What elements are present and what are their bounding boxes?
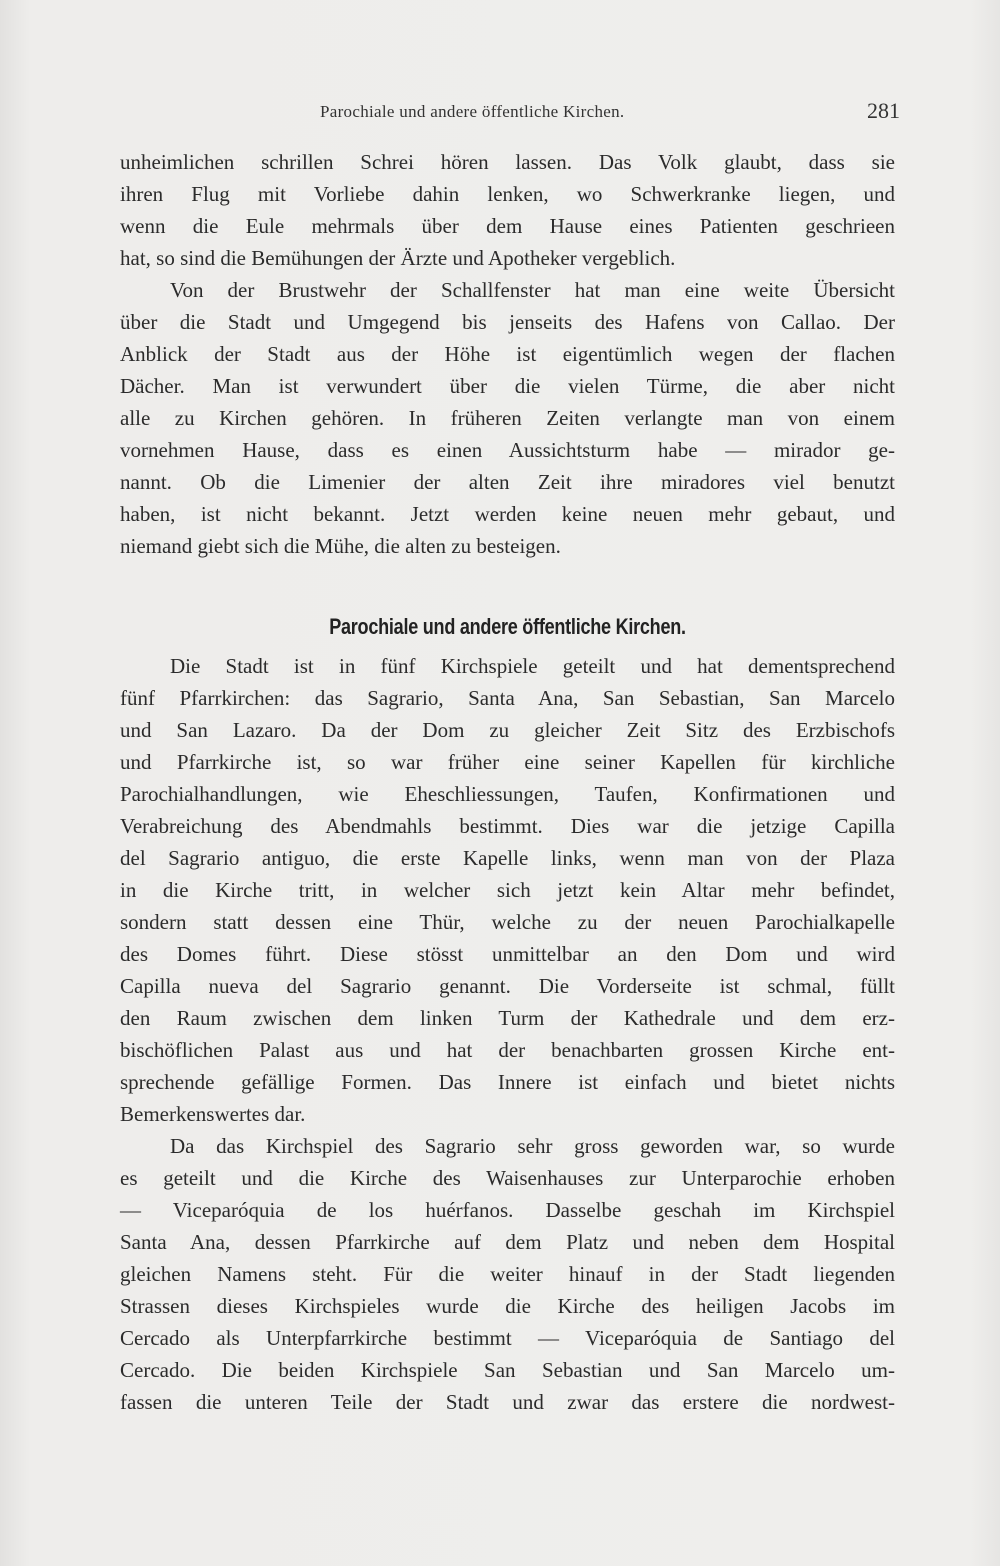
running-title: Parochiale und andere öffentliche Kirchen. [320, 102, 625, 121]
text-line: über die Stadt und Umgegend bis jenseits des Hafens von Callao. Der [120, 310, 895, 334]
text-line: Von der Brustwehr der Schallfenster hat man eine weite Übersicht [170, 278, 895, 302]
text-line: sprechende gefällige Formen. Das Innere ist einfach und bietet nichts [120, 1070, 895, 1094]
text-line: Die Stadt ist in fünf Kirchspiele geteilt und hat dementsprechend [170, 654, 895, 678]
section-heading: Parochiale und andere öffentliche Kirchen. [329, 614, 686, 639]
running-head [120, 98, 900, 130]
text-line: des Domes führt. Diese stösst unmittelbar an den Dom und wird [120, 942, 895, 966]
text-line: sondern statt dessen eine Thür, welche zu der neuen Parochialkapelle [120, 910, 895, 934]
text-line: nannt. Ob die Limenier der alten Zeit ihre miradores viel benutzt [120, 470, 895, 494]
text-line: Parochialhandlungen, wie Eheschliessungen, Taufen, Konfirmationen und [120, 782, 895, 806]
text-line: Cercado als Unterpfarrkirche bestimmt — Viceparóquia de Santiago del [120, 1326, 895, 1350]
text-line: haben, ist nicht bekannt. Jetzt werden keine neuen mehr gebaut, und [120, 502, 895, 526]
text-line: unheimlichen schrillen Schrei hören lassen. Das Volk glaubt, dass sie [120, 150, 895, 174]
text-line: Anblick der Stadt aus der Höhe ist eigentümlich wegen der flachen [120, 342, 895, 366]
text-line: und San Lazaro. Da der Dom zu gleicher Zeit Sitz des Erzbischofs [120, 718, 895, 742]
text-line: alle zu Kirchen gehören. In früheren Zeiten verlangte man von einem [120, 406, 895, 430]
text-line: niemand giebt sich die Mühe, die alten zu besteigen. [120, 534, 561, 558]
text-line: del Sagrario antiguo, die erste Kapelle links, wenn man von der Plaza [120, 846, 895, 870]
text-line: vornehmen Hause, dass es einen Aussichtsturm habe — mirador ge- [120, 438, 895, 462]
text-line: Capilla nueva del Sagrario genannt. Die Vorderseite ist schmal, füllt [120, 974, 895, 998]
text-line: Bemerkenswertes dar. [120, 1102, 306, 1126]
text-line: und Pfarrkirche ist, so war früher eine seiner Kapellen für kirchliche [120, 750, 895, 774]
text-line: Santa Ana, dessen Pfarrkirche auf dem Platz und neben dem Hospital [120, 1230, 895, 1254]
text-line: Da das Kirchspiel des Sagrario sehr gross geworden war, so wurde [170, 1134, 895, 1158]
text-line: fünf Pfarrkirchen: das Sagrario, Santa Ana, San Sebastian, San Marcelo [120, 686, 895, 710]
text-line: gleichen Namens steht. Für die weiter hinauf in der Stadt liegenden [120, 1262, 895, 1286]
text-line: ihren Flug mit Vorliebe dahin lenken, wo Schwerkranke liegen, und [120, 182, 895, 206]
text-block-top [120, 146, 895, 562]
text-line: Strassen dieses Kirchspieles wurde die Kirche des heiligen Jacobs im [120, 1294, 895, 1318]
page-number: 281 [867, 98, 900, 123]
text-block-bottom [120, 650, 895, 1418]
text-line: Dächer. Man ist verwundert über die vielen Türme, die aber nicht [120, 374, 895, 398]
text-line: wenn die Eule mehrmals über dem Hause eines Patienten geschrieen [120, 214, 895, 238]
text-line: in die Kirche tritt, in welcher sich jetzt kein Altar mehr befindet, [120, 878, 895, 902]
text-line: — Viceparóquia de los huérfanos. Dasselbe geschah im Kirchspiel [120, 1198, 895, 1222]
text-line: Verabreichung des Abendmahls bestimmt. Dies war die jetzige Capilla [120, 814, 895, 838]
text-line: den Raum zwischen dem linken Turm der Kathedrale und dem erz- [120, 1006, 895, 1030]
text-line: es geteilt und die Kirche des Waisenhauses zur Unterparochie erhoben [120, 1166, 895, 1190]
text-line: Cercado. Die beiden Kirchspiele San Sebastian und San Marcelo um- [120, 1358, 895, 1382]
text-line: fassen die unteren Teile der Stadt und zwar das erstere die nordwest- [120, 1390, 895, 1414]
text-line: bischöflichen Palast aus und hat der benachbarten grossen Kirche ent- [120, 1038, 895, 1062]
text-line: hat, so sind die Bemühungen der Ärzte und Apotheker vergeblich. [120, 246, 676, 270]
